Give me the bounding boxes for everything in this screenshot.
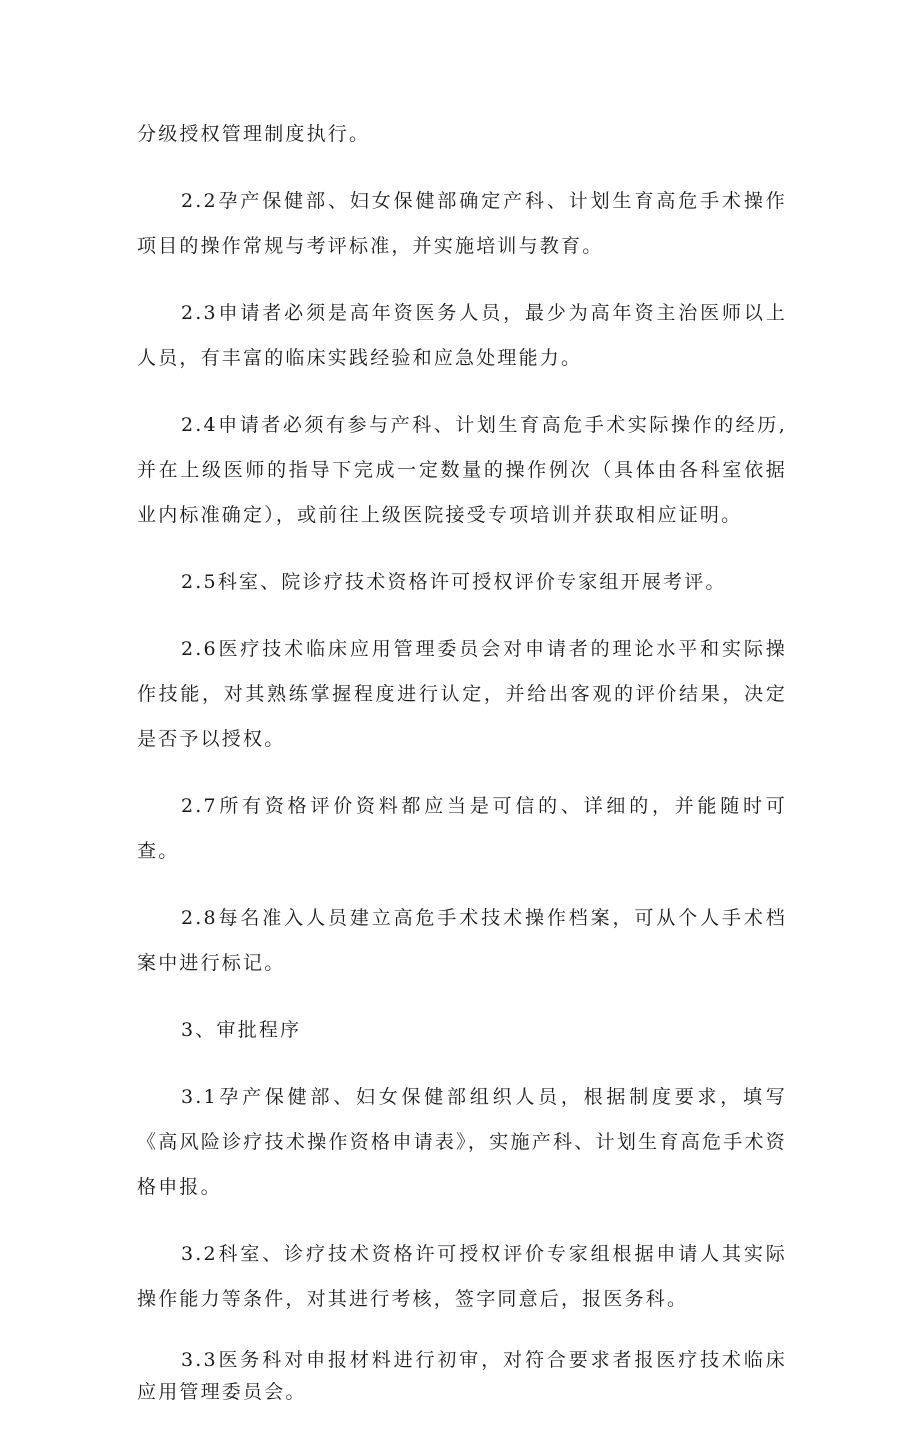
paragraph-2-7: 2.7所有资格评价资料都应当是可信的、详细的，并能随时可查。 bbox=[137, 795, 787, 862]
paragraph-2-8: 2.8每名准入人员建立高危手术技术操作档案，可从个人手术档案中进行标记。 bbox=[137, 907, 787, 974]
paragraph-continuation: 分级授权管理制度执行。 bbox=[137, 123, 371, 145]
paragraph-3-3: 3.3医务科对申报材料进行初审，对符合要求者报医疗技术临床应用管理委员会。 bbox=[137, 1349, 787, 1403]
paragraph-2-4: 2.4申请者必须有参与产科、计划生育高危手术实际操作的经历,并在上级医师的指导下完成一定数量的操作例次（具体由各科室依据业内标准确定），或前往上级医院接受专项培训并获取相应证明。 bbox=[137, 414, 787, 526]
paragraph-3-1: 3.1孕产保健部、妇女保健部组织人员，根据制度要求，填写《高风险诊疗技术操作资格申请表》，实施产科、计划生育高危手术资格申报。 bbox=[137, 1086, 787, 1198]
paragraph-2-3: 2.3申请者必须是高年资医务人员，最少为高年资主治医师以上人员，有丰富的临床实践经验和应急处理能力。 bbox=[137, 302, 787, 369]
section-heading-approval-procedure: 3、审批程序 bbox=[181, 1019, 302, 1041]
paragraph-3-2: 3.2科室、诊疗技术资格许可授权评价专家组根据申请人其实际操作能力等条件，对其进行考核，签字同意后，报医务科。 bbox=[137, 1243, 787, 1310]
paragraph-2-6: 2.6医疗技术临床应用管理委员会对申请者的理论水平和实际操作技能，对其熟练掌握程度进行认定，并给出客观的评价结果，决定是否予以授权。 bbox=[137, 638, 787, 750]
document-body bbox=[137, 112, 787, 1430]
paragraph-2-2: 2.2孕产保健部、妇女保健部确定产科、计划生育高危手术操作项目的操作常规与考评标准，并实施培训与教育。 bbox=[137, 190, 787, 257]
paragraph-2-5: 2.5科室、院诊疗技术资格许可授权评价专家组开展考评。 bbox=[181, 571, 727, 593]
